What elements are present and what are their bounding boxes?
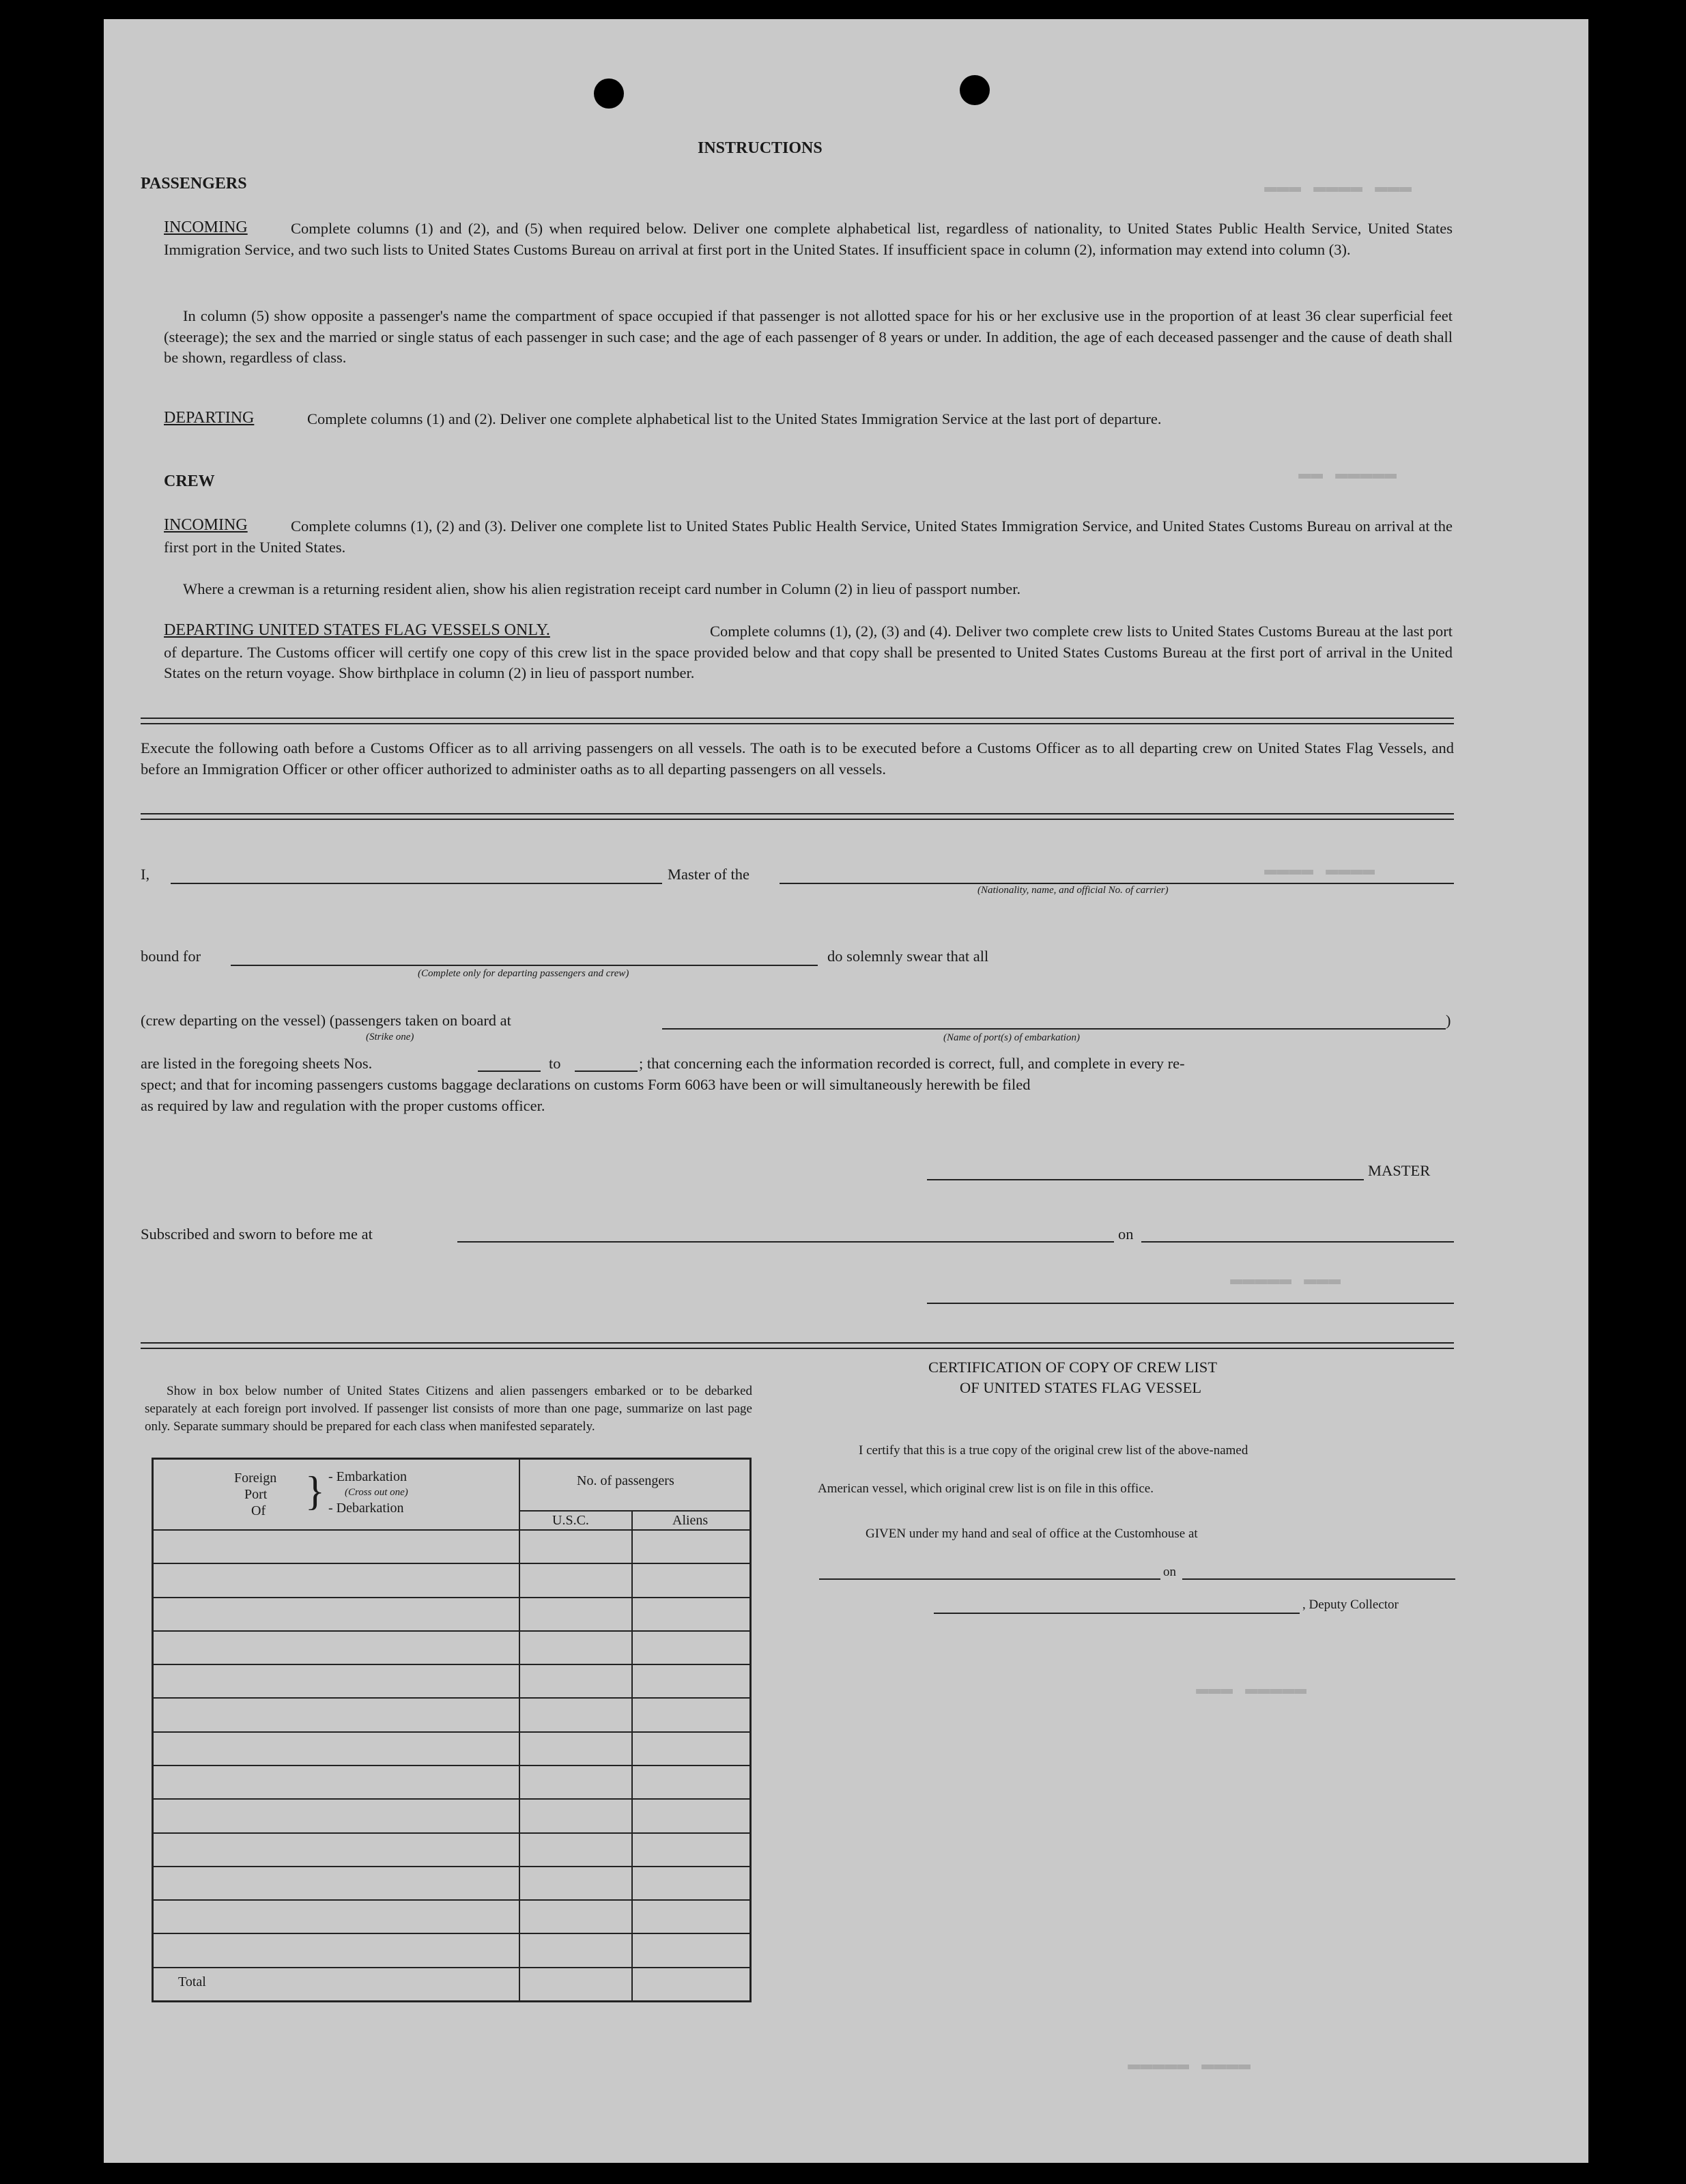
embarkation-label: - Embarkation xyxy=(328,1469,407,1484)
sworn-place-field[interactable] xyxy=(457,1241,1114,1243)
punch-hole-left xyxy=(594,79,624,109)
ports-caption: (Name of port(s) of embarkation) xyxy=(943,1032,1080,1043)
table-subheader-line xyxy=(519,1510,749,1512)
bleed-through-texture: ▬▬▬▬▬ ▬▬ xyxy=(1298,463,1397,486)
sheets-to-field[interactable] xyxy=(575,1070,638,1072)
carrier-field[interactable] xyxy=(780,883,1454,884)
total-label: Total xyxy=(178,1974,206,1989)
table-divider-port xyxy=(519,1460,520,2000)
listed-to-label: to xyxy=(549,1055,561,1072)
table-row-line xyxy=(154,1765,749,1766)
bleed-through-texture: ▬▬▬▬ ▬▬▬▬▬ xyxy=(1128,2054,1251,2077)
usc-header: U.S.C. xyxy=(552,1513,589,1528)
bound-for-label: bound for xyxy=(141,948,201,965)
crew-departing-label: DEPARTING UNITED STATES FLAG VESSELS ONLY. xyxy=(164,621,550,639)
table-row-line xyxy=(154,1933,749,1934)
aliens-header: Aliens xyxy=(672,1513,709,1528)
table-row-line xyxy=(154,1798,749,1800)
oath-intro-text: Execute the following oath before a Customs Officer as to all arriving passengers on all vessels. The oath is to be executed before a Customs Officer as to all departing crew on United States Flag Vessels, and before an Immigration Officer or other officer authorized to administer oaths as to all departing passengers on all vessels. xyxy=(141,739,1454,778)
table-divider-usc xyxy=(631,1510,633,2000)
crew-resident-text: Where a crewman is a returning resident alien, show his alien registration receipt card number in Column (2) in lieu of passport number. xyxy=(183,580,1021,597)
officer-signature-field[interactable] xyxy=(927,1303,1454,1304)
document-page xyxy=(104,19,1588,2163)
table-row-line xyxy=(154,1967,749,1968)
crew-incoming-text: Complete columns (1), (2) and (3). Deliver one complete list to United States Public Health Service, United States Immigration Service, and United States Customs Bureau on arrival at the first port in the United States. xyxy=(164,517,1453,556)
swear-label: do solemnly swear that all xyxy=(827,948,989,965)
master-label: MASTER xyxy=(1368,1162,1431,1179)
foreign-label: Foreign xyxy=(234,1471,277,1486)
passengers-departing-label: DEPARTING xyxy=(164,409,255,427)
listed-text-3: spect; and that for incoming passengers customs baggage declarations on customs Form 6063 have been or will simultaneously herewith be filed xyxy=(141,1076,1031,1093)
table-row-line xyxy=(154,1630,749,1632)
listed-text-4: as required by law and regulation with the proper customs officer. xyxy=(141,1097,545,1114)
bound-for-field[interactable] xyxy=(231,965,818,966)
table-row-line xyxy=(154,1899,749,1901)
table-row-line xyxy=(154,1563,749,1564)
port-label: Port xyxy=(244,1487,268,1502)
table-row-line xyxy=(154,1597,749,1598)
passengers-incoming-text: Complete columns (1) and (2), and (5) when required below. Deliver one complete alphabetical list, regardless of nationality, to United States Public Health Service, United States Immigration Service, and two such lists to United States Customs Bureau on arrival at first port in the United States. If insufficient space in column (2), information may extend into column (3). xyxy=(164,220,1453,258)
bleed-through-texture: ▬▬▬▬▬ ▬▬▬ xyxy=(1196,1678,1307,1701)
punch-hole-right xyxy=(960,75,990,105)
no-of-passengers-label: No. of passengers xyxy=(577,1473,674,1488)
crew-heading: CREW xyxy=(164,472,215,490)
passenger-summary-table xyxy=(152,1458,752,2002)
divider-double-3 xyxy=(141,1342,1454,1349)
bracket-icon: } xyxy=(305,1469,325,1514)
deputy-collector-signature-field[interactable] xyxy=(934,1613,1300,1614)
customhouse-date-field[interactable] xyxy=(1182,1578,1455,1580)
master-signature-field[interactable] xyxy=(927,1179,1364,1180)
sworn-on-label: on xyxy=(1118,1225,1134,1243)
crew-departing-strike: (crew departing on the vessel) (passengers taken on board at xyxy=(141,1012,511,1029)
passengers-departing-text: Complete columns (1) and (2). Deliver one complete alphabetical list to the United States Immigration Service at the last port of departure. xyxy=(307,410,1162,427)
deputy-collector-label: , Deputy Collector xyxy=(1302,1598,1399,1612)
listed-text-2: ; that concerning each the information recorded is correct, full, and complete in every re- xyxy=(639,1055,1185,1072)
certify-text-2: American vessel, which original crew list is on file in this office. xyxy=(818,1481,1154,1496)
passengers-column5-text: In column (5) show opposite a passenger's name the compartment of space occupied if that passenger is not allotted space for his or her exclusive use in the proportion of at least 36 clear superficial feet (steerage); the sex and the married or single status of each passenger in such case; and the age of each passenger of 8 years or under. In addition, the age of each deceased passenger and the cause of death shall be shown, regardless of class. xyxy=(164,307,1453,366)
table-row-line xyxy=(154,1832,749,1834)
certification-title-1: CERTIFICATION OF COPY OF CREW LIST xyxy=(928,1359,1218,1376)
bleed-through-texture: ▬▬▬ ▬▬▬▬ ▬▬▬ xyxy=(1264,176,1412,199)
given-text: GIVEN under my hand and seal of office at the Customhouse at xyxy=(866,1527,1198,1541)
listed-text-1: are listed in the foregoing sheets Nos. xyxy=(141,1055,373,1072)
table-row-line xyxy=(154,1731,749,1733)
customhouse-field[interactable] xyxy=(819,1578,1160,1580)
table-row-line xyxy=(154,1866,749,1867)
bleed-through-texture: ▬▬▬▬ ▬▬▬▬ xyxy=(1264,859,1375,882)
master-of-the-label: Master of the xyxy=(668,866,749,883)
cross-out-caption: (Cross out one) xyxy=(345,1487,408,1498)
instructions-title: INSTRUCTIONS xyxy=(698,139,823,157)
certification-title-2: OF UNITED STATES FLAG VESSEL xyxy=(960,1379,1202,1396)
bound-for-caption: (Complete only for departing passengers and crew) xyxy=(418,968,629,979)
bleed-through-texture: ▬▬▬ ▬▬▬▬▬ xyxy=(1230,1268,1341,1292)
oath-i-label: I, xyxy=(141,866,150,883)
sheets-from-field[interactable] xyxy=(478,1070,541,1072)
divider-double-2 xyxy=(141,813,1454,820)
passengers-heading: PASSENGERS xyxy=(141,175,247,193)
customhouse-on-label: on xyxy=(1163,1565,1176,1579)
ports-embarkation-field[interactable] xyxy=(662,1028,1446,1030)
certify-text-1: I certify that this is a true copy of the original crew list of the above-named xyxy=(859,1443,1248,1458)
table-row-line xyxy=(154,1664,749,1665)
table-row-line xyxy=(154,1697,749,1699)
master-name-field[interactable] xyxy=(171,883,662,884)
crew-departing-text: Complete columns (1), (2), (3) and (4). Deliver two complete crew lists to United States Customs Bureau at the last port of departure. The Customs officer will certify one copy of this crew list in the space provided below and that copy shall be presented to United States Customs Bureau at the first port of arrival in the United States on the return voyage. Show birthplace in column (2) in lieu of passport number. xyxy=(164,623,1453,681)
sworn-date-field[interactable] xyxy=(1141,1241,1454,1243)
carrier-caption: (Nationality, name, and official No. of carrier) xyxy=(977,885,1169,896)
debarkation-label: - Debarkation xyxy=(328,1501,404,1516)
divider-double-1 xyxy=(141,718,1454,724)
passengers-incoming-label: INCOMING xyxy=(164,218,248,236)
close-paren: ) xyxy=(1446,1012,1451,1029)
subscribed-label: Subscribed and sworn to before me at xyxy=(141,1225,373,1243)
crew-incoming-label: INCOMING xyxy=(164,516,248,534)
strike-one-caption: (Strike one) xyxy=(366,1032,414,1043)
summary-instruction: Show in box below number of United States Citizens and alien passengers embarked or to be debarked separately at each foreign port involved. If passenger list consists of more than one page, summarize on last page only. Separate summary should be prepared for each class when manifested separately. xyxy=(145,1384,752,1434)
table-header-line xyxy=(154,1529,749,1531)
of-label: Of xyxy=(251,1503,266,1518)
